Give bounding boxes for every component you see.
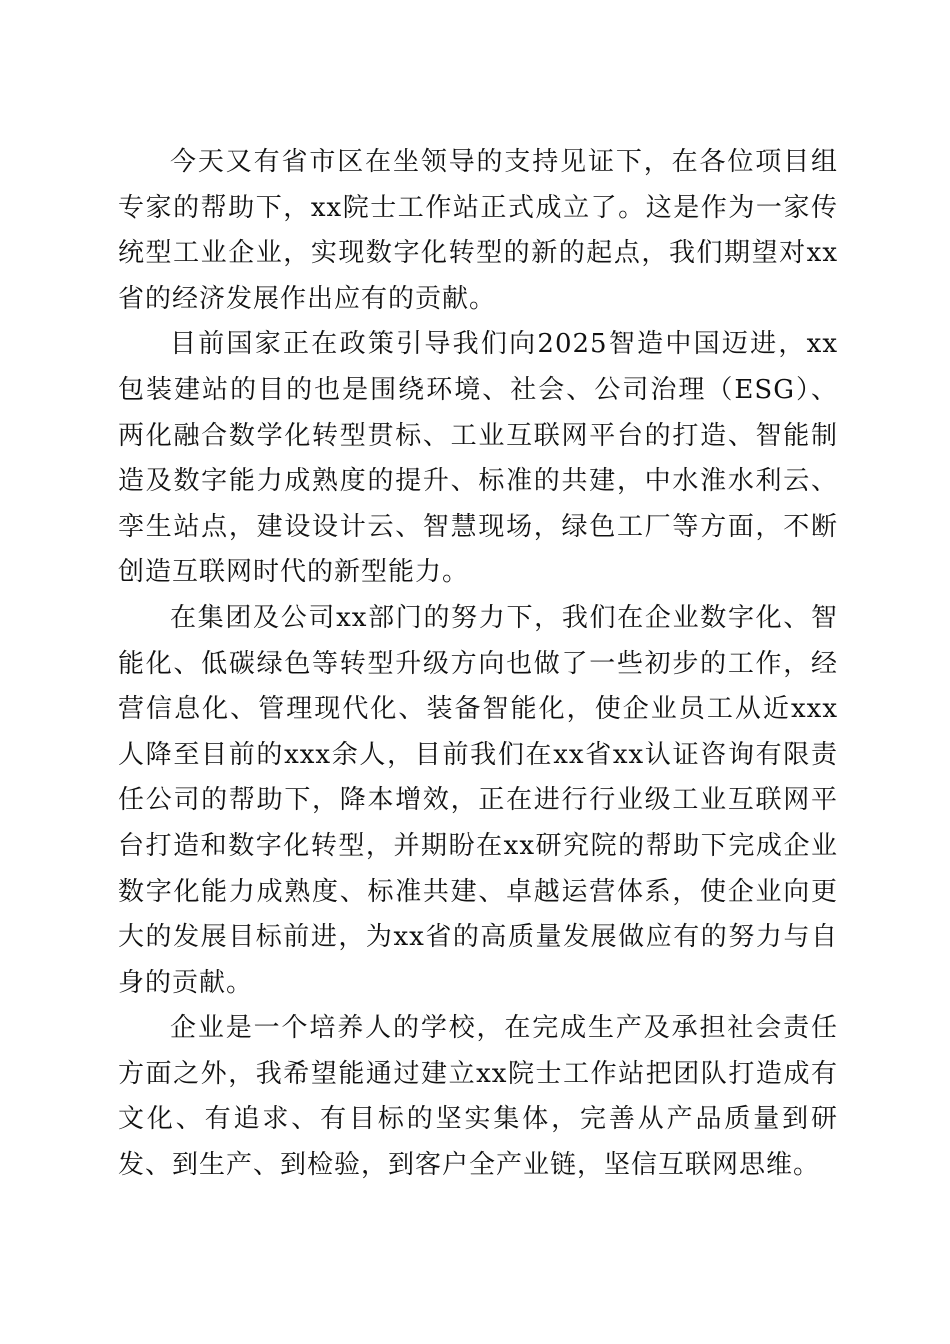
document-body <box>118 140 838 1189</box>
paragraph-1: 今天又有省市区在坐领导的支持见证下，在各位项目组专家的帮助下，xx院士工作站正式成立了。这是作为一家传统型工业企业，实现数字化转型的新的起点，我们期望对xx省的经济发展作出应有的贡献。 <box>118 147 838 314</box>
paragraph-4: 企业是一个培养人的学校，在完成生产及承担社会责任方面之外，我希望能通过建立xx院士工作站把团队打造成有文化、有追求、有目标的坚实集体，完善从产品质量到研发、到生产、到检验，到客户全产业链，坚信互联网思维。 <box>118 1013 838 1181</box>
paragraph-2: 目前国家正在政策引导我们向2025智造中国迈进，xx包装建站的目的也是围绕环境、社会、公司治理（ESG）、两化融合数学化转型贯标、工业互联网平台的打造、智能制造及数字能力成熟度的提升、标准的共建，中水淮水利云、孪生站点，建设设计云、智慧现场，绿色工厂等方面，不断创造互联网时代的新型能力。 <box>118 329 838 588</box>
paragraph-3: 在集团及公司xx部门的努力下，我们在企业数字化、智能化、低碳绿色等转型升级方向也做了一些初步的工作，经营信息化、管理现代化、装备智能化，使企业员工从近xxx人降至目前的xxx余人，目前我们在xx省xx认证咨询有限责任公司的帮助下，降本增效，正在进行行业级工业互联网平台打造和数字化转型，并期盼在xx研究院的帮助下完成企业数字化能力成熟度、标准共建、卓越运营体系，使企业向更大的发展目标前进，为xx省的高质量发展做应有的努力与自身的贡献。 <box>118 602 838 998</box>
